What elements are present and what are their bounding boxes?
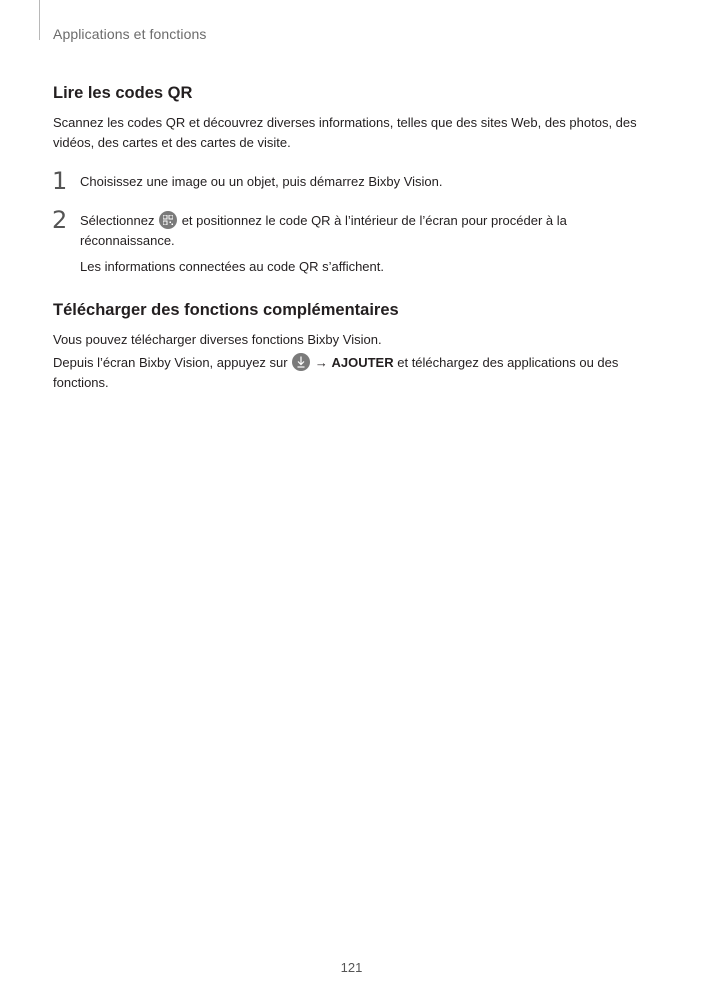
download-icon (292, 353, 310, 371)
step-2-text-before-icon: Sélectionnez (80, 213, 155, 228)
step-2-note: Les informations connectées au code QR s’affichent. (80, 259, 384, 274)
step-1-text: Choisissez une image ou un objet, puis démarrez Bixby Vision. (80, 174, 443, 189)
section-title-qr: Lire les codes QR (53, 84, 193, 102)
download-line-2 (53, 353, 653, 393)
step-1 (52, 167, 653, 195)
download-line-2-before-icon: Depuis l’écran Bixby Vision, appuyez sur (53, 355, 288, 370)
section-read-qr-codes (53, 84, 653, 277)
qr-code-icon (159, 211, 177, 229)
step-number-1: 1 (52, 167, 68, 195)
section-intro-qr: Scannez les codes QR et découvrez diverses informations, telles que des sites Web, des photos, des vidéos, des cartes et des cartes de visite. (53, 115, 637, 150)
step-2 (52, 206, 653, 251)
page-margin-rule (39, 0, 40, 40)
section-title-download: Télécharger des fonctions complémentaires (53, 301, 399, 319)
navigation-arrow: → (314, 355, 328, 370)
step-2-text-after-icon: et positionnez le code QR à l’intérieur de l’écran pour procéder à la réconnaissance. (80, 213, 567, 248)
download-line-1: Vous pouvez télécharger diverses fonctions Bixby Vision. (53, 332, 382, 347)
page-content (53, 84, 653, 393)
download-line-2-after-action: et téléchargez des applications ou des fonctions. (53, 355, 619, 390)
step-2-text (80, 211, 653, 251)
add-action-label: AJOUTER (331, 355, 394, 370)
running-header: Applications et fonctions (53, 26, 207, 42)
step-number-2: 2 (52, 206, 68, 234)
page-number: 121 (340, 960, 363, 975)
section-download-features (53, 301, 653, 393)
